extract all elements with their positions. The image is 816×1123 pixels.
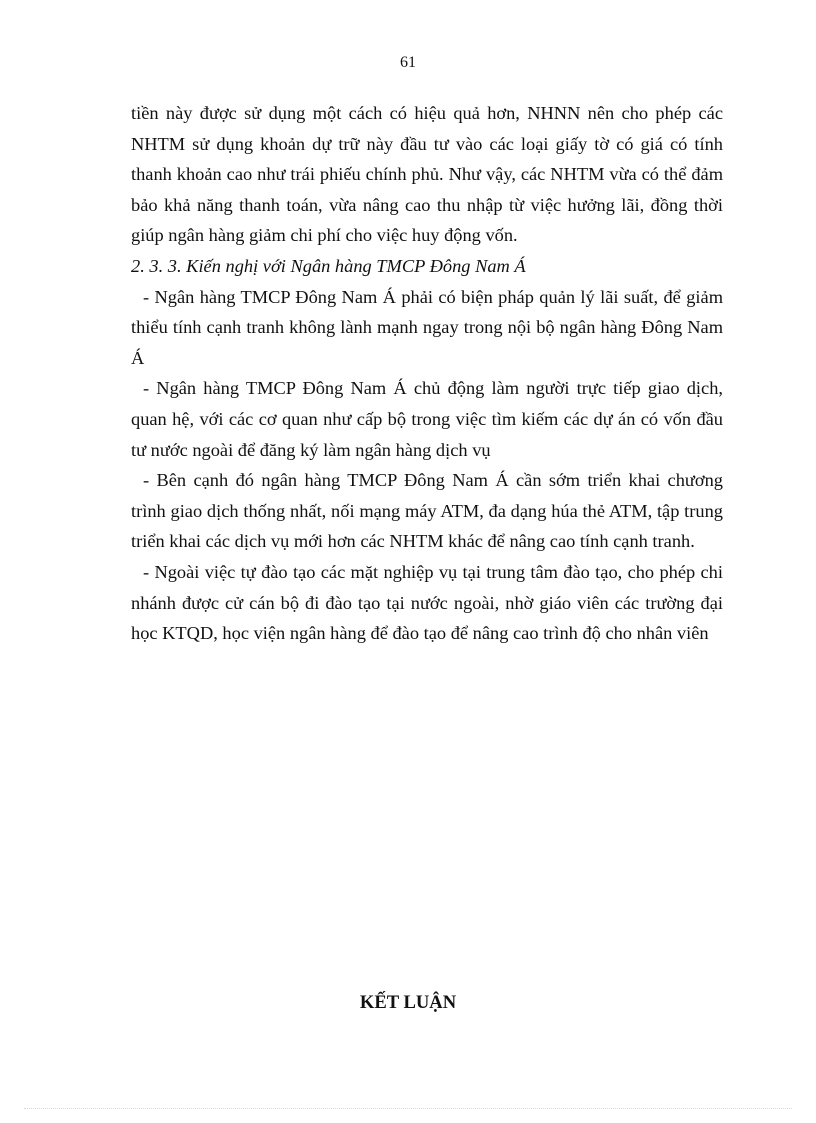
page-bottom-divider: [24, 1108, 792, 1109]
section-heading-seabank-recommendations: 2. 3. 3. Kiến nghị với Ngân hàng TMCP Đông Nam Á: [131, 255, 526, 276]
document-body: [131, 98, 723, 649]
conclusion-title: KẾT LUẬN: [359, 992, 457, 1013]
paragraph-reserve-investment: tiền này được sử dụng một cách có hiệu quả hơn, NHNN nên cho phép các NHTM sử dụng khoản dự trữ này đầu tư vào các loại giấy tờ có giá có tính thanh khoản cao như trái phiếu chính phủ. Như vậy, các NHTM vừa có thể đảm bảo khả năng thanh toán, vừa nâng cao thu nhập từ việc hưởng lãi, đồng thời giúp ngân hàng giảm chi phí cho việc huy động vốn.: [131, 103, 723, 246]
page-number: 61: [400, 54, 416, 71]
bullet-interest-rate-management: - Ngân hàng TMCP Đông Nam Á phải có biện pháp quản lý lãi suất, để giảm thiểu tính cạnh tranh không lành mạnh ngay trong nội bộ ngân hàng Đông Nam Á: [131, 286, 723, 368]
bullet-atm-network: - Bên cạnh đó ngân hàng TMCP Đông Nam Á cần sớm triển khai chương trình giao dịch thống nhất, nối mạng máy ATM, đa dạng húa thẻ ATM, tập trung triển khai các dịch vụ mới hơn các NHTM khác để nâng cao tính cạnh tranh.: [131, 470, 723, 552]
bullet-staff-training: - Ngoài việc tự đào tạo các mặt nghiệp vụ tại trung tâm đào tạo, cho phép chi nhánh được cử cán bộ đi đào tạo tại nước ngoài, nhờ giáo viên các trường đại học KTQD, học viện ngân hàng để đào tạo để nâng cao trình độ cho nhân viên: [131, 561, 723, 644]
bullet-direct-transactions: - Ngân hàng TMCP Đông Nam Á chủ động làm người trực tiếp giao dịch, quan hệ, với các cơ quan như cấp bộ trong việc tìm kiếm các dự án có vốn đầu tư nước ngoài để đăng ký làm ngân hàng dịch vụ: [131, 378, 723, 460]
